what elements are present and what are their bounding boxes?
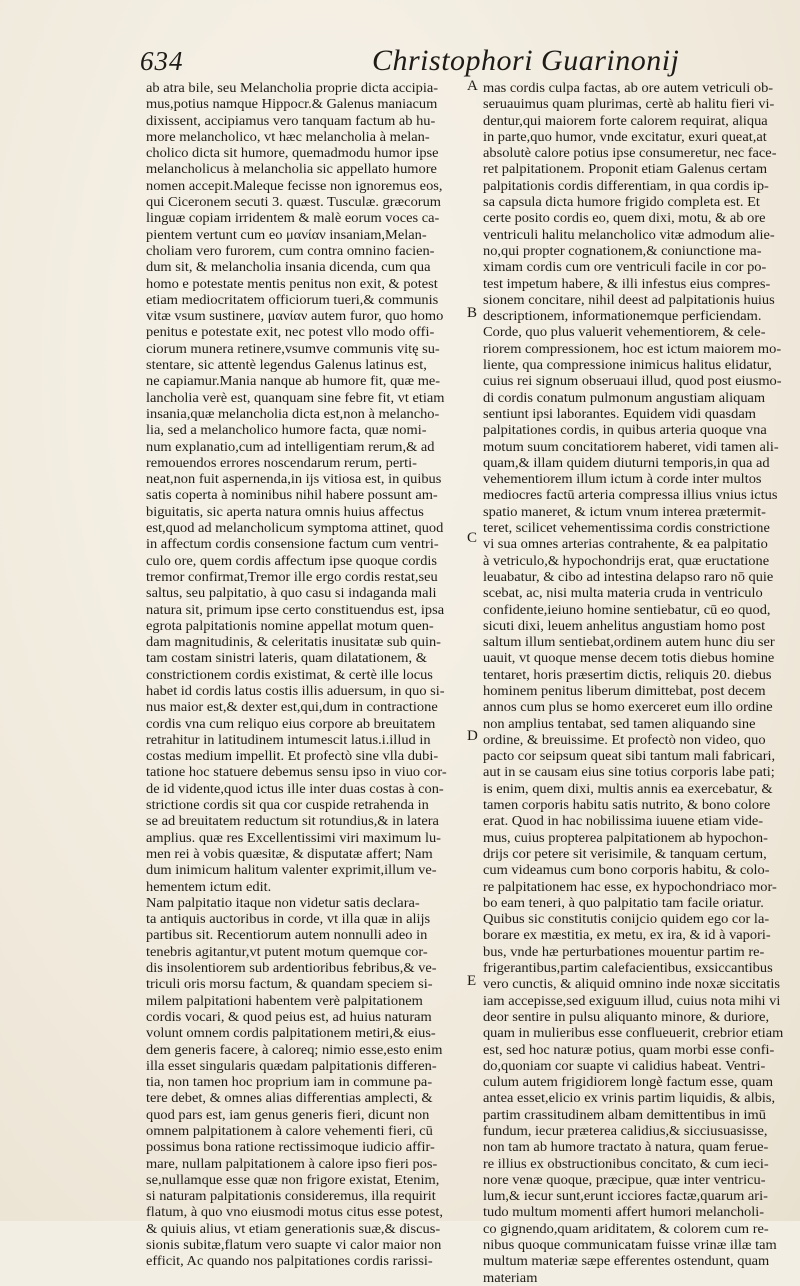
right-column-line: à vetriculo,& hypochondrijs erat, quæ eructatione [483, 552, 770, 568]
left-column-line: natura sit, primum ipse certo constituendus est, ipsa [146, 601, 445, 617]
left-column-line: egrota palpitationis nomine appellat motum quen- [146, 617, 434, 633]
right-column-line: confidente,ieiuno homine sentiebatur, cū eo quod, [483, 601, 771, 617]
right-column-line: liente, qua compressione inimicus halitus elidatur, [483, 357, 772, 373]
right-column-line: teret, scilicet vehementissima cordis constrictione [483, 520, 770, 536]
left-column-line: est,quod ad melancholicum symptoma attinet, quod [146, 520, 444, 536]
left-column-line: & quiuis alius, vt etiam generationis suæ,& discus- [146, 1220, 441, 1236]
right-column-line: est, sed hoc naturæ potius, quam morbi esse confi- [483, 1041, 775, 1057]
left-column-line: se ad breuitatem reductum sit rotundius,& in latera [146, 813, 439, 829]
margin-marker: D [467, 728, 478, 744]
left-column-line: se,nullamque esse quæ non frigore existat, Etenim, [146, 1171, 440, 1187]
left-column-line: efficit, Ac quando nos palpitationes cordis rarissi- [146, 1253, 433, 1269]
right-column-line: re illius ex obstructionibus concitato, & cum ieci- [483, 1155, 769, 1171]
right-column-line: lum,& iecur sunt,erunt icciores factæ,quarum ari- [483, 1188, 768, 1204]
left-column-line: dis insolentiorem sub ardentioribus febribus,& ve- [146, 960, 437, 976]
right-column-line: deor sentire in pulsu aliquanto minore, & duriore, [483, 1008, 770, 1024]
right-column-line: tentaret, horis præsertim dictis, reliquis 20. diebus [483, 666, 772, 682]
right-column-line: antea esset,elicio ex vrinis partim liquidis, & albis, [483, 1090, 776, 1106]
left-column-line: dum sit, & melancholia insania dicenda, cum qua [146, 259, 431, 275]
right-column-line: descriptionem, informationemque perficiendam. [483, 308, 762, 324]
left-column-line: homo e potestate mentis penitus non exit, & potest [146, 275, 438, 291]
right-column-line: ximam cordis cum ore ventriculi facile in cor po- [483, 259, 767, 275]
right-column-line: sionem concitare, nihil deest ad palpitationis huius [483, 291, 775, 307]
page-number: 634 [140, 46, 184, 76]
right-column-line: leuabatur, & cibo ad intestina delapso raro nō quie [483, 568, 774, 584]
right-column-line: test impetum habere, & illi infestus eius compres- [483, 275, 771, 291]
right-column-line: fundum, iecur præterea calidius,& sicciusuasisse, [483, 1123, 768, 1138]
left-column-line: ne capiamur.Mania nanque ab humore fit, quæ me- [146, 373, 441, 389]
left-column-line: si naturam palpitationis consideremus, illa requirit [146, 1188, 436, 1204]
left-column-line: sionis subitæ,flatum vero suapte vi calor maior non [146, 1237, 442, 1253]
right-column-line: erat. Quod in hac nobilissima iuuene etiam vide- [483, 813, 764, 829]
left-column-line: choliam vero furorem, cum contra omnino facien- [146, 242, 435, 258]
right-column-line: sicuti dixi, leuem anhelitus angustiam homo post [483, 617, 766, 633]
right-column-line: sentiunt ipsi laborantes. Equidem vidi quasdam [483, 405, 756, 421]
left-column-line: satis coperta à nominibus nihil habere possunt am- [146, 487, 438, 503]
left-column-line: dixissent, accipiamus vero tanquam factum ab hu- [146, 112, 436, 128]
right-column-line: bus, vnde hæ perturbationes mouentur partim re- [483, 943, 765, 959]
left-column-line: etiam mediocritatem officiorum tueri,& communis [146, 291, 439, 307]
left-column-line: more melancholico, vt hæc melancholia à melan- [146, 128, 430, 144]
margin-marker: B [467, 305, 478, 321]
left-column-line: lancholia verè est, quanquam sine febre fit, vt etiam [146, 389, 445, 405]
right-column-line: tamen corporis habitu satis nutrito, & bono colore [483, 797, 771, 813]
left-column-line: dam magnitudinis, & celeritatis inusitatæ sub quin- [146, 634, 441, 650]
left-column-line: tatione hoc statuere debemus sensu ipso in viuo cor- [146, 764, 447, 780]
margin-marker: E [467, 973, 477, 989]
right-column-line: re palpitationem hac esse, ex hypochondriaco mor- [483, 878, 777, 894]
right-column-line: co gignendo,quam ariditatem, & colorem cum re- [483, 1220, 769, 1236]
margin-marker: C [467, 530, 478, 546]
left-column-line: melancholicus à melancholia sic appellato humore [146, 161, 437, 177]
right-column-line: hominem penitus liberum dimittebat, post decem [483, 682, 766, 698]
left-column-line: in affectum cordis consensione factum cum ventri- [146, 536, 439, 552]
left-column-line: num explanatio,cum ad intelligentiam rerum,& ad [146, 438, 435, 454]
left-column-line: remouendos errores noscendarum rerum, perti- [146, 454, 417, 470]
left-column-line: cholico dicta sit humore, quemadmodu humor ipse [146, 145, 439, 161]
margin-marker: A [467, 78, 478, 94]
right-column-line: quam,& illam quidem diuturni temporis,in qua ad [483, 454, 770, 470]
left-column-line: dum inimicum halitum valenter exprimit,illum ve- [146, 862, 437, 878]
right-column-line: non tam ab humore tractato à natura, quam ferue- [483, 1139, 769, 1155]
right-column-line: do,quoniam cor suapte vi calidius habeat. Ventri- [483, 1057, 766, 1073]
left-column-line: possimus bona ratione rectissimoque iudicio affir- [146, 1139, 435, 1155]
right-column-line: nibus quoque communicatam fuisse vrinæ illæ tam [483, 1237, 777, 1253]
left-column-line: vitæ vsum sustinere, μανίαν autem furor, quo homo [146, 308, 444, 324]
left-column-line: tenebris agitantur,vt putent motum quemque cor- [146, 943, 428, 959]
right-column-line: vi sua omnes arterias contrahente, & ea palpitatio [483, 536, 768, 552]
left-column-line: penitus e potestate exit, nec potest vllo modo offi- [146, 324, 435, 340]
left-column-line: linguæ copiam irridentem & malè eorum voces ca- [146, 210, 440, 226]
right-column-line: aut in se causam eius sine totius corporis labe pati; [483, 764, 775, 780]
left-column-line: tia, non tamen hoc proprium iam in commune pa- [146, 1074, 433, 1090]
left-column-line: mus,potius namque Hippocr.& Galenus maniacum [146, 96, 438, 112]
left-column-line: dem generis facere, à caloreq; nimio esse,esto enim [146, 1041, 443, 1057]
right-column-line: palpitationis cordis differentiam, in qua cordis ip- [483, 177, 769, 193]
left-column-line: flatum, à quo vno eiusmodi motus citus esse potest, [146, 1204, 443, 1220]
right-column-line: non amplius tentabat, sed tamen aliquando sine [483, 715, 756, 731]
right-column-line: motum suum concitatiorem haberet, vidi tamen ali- [483, 438, 779, 454]
left-column-line: quod pars est, iam genus generis fieri, dicunt non [146, 1106, 430, 1122]
right-column-line: ret palpitationem. Proponit etiam Galenus certam [483, 161, 768, 177]
left-column-line: tere debet, & omnes alias differentias amplecti, & [146, 1090, 433, 1106]
left-column-line: tam costam sinistri lateris, quam dilatationem, & [146, 650, 427, 666]
right-column-line: cum videamus cum bono corporis habitu, & colo- [483, 862, 770, 878]
left-column-line: ta antiquis auctoribus in corde, vt illa quæ in alijs [146, 911, 431, 927]
left-column-line: constrictionem cordis existimat, & certè ille locus [146, 666, 433, 682]
left-column-line: culo ore, quem cordis affectum ipse quoque cordis [146, 552, 438, 568]
right-column-line: Quibus sic constitutis conijcio quidem ego cor la- [483, 911, 770, 927]
left-column-line: tremor confirmat,Tremor ille ergo cordis restat,seu [146, 568, 438, 584]
right-column-line: multum materiæ sæpe efferentes ostendunt, quam [483, 1253, 770, 1269]
right-column-line: uauit, vt quoque mense decem totis diebus homine [483, 650, 775, 666]
right-column-line: nore venæ quoque, præcipue, quæ inter ventricu- [483, 1171, 766, 1187]
left-column-line: neat,non fuit aspernenda,in ijs vitiosa est, in quibus [146, 471, 442, 487]
right-column-line: seruauimus quam plurimas, certè ab halitu fieri vi- [483, 96, 775, 112]
left-text-column [146, 80, 464, 1270]
right-column-line: mas cordis culpa factas, ab ore autem vetriculi ob- [483, 80, 774, 95]
right-column-line: riorem compressionem, hoc est ictum maiorem mo- [483, 340, 782, 356]
right-column-line: Corde, quo plus valuerit vehementiorem, & cele- [483, 324, 766, 340]
left-column-line: saltus, seu palpitatio, à quo casu si indaganda mali [146, 585, 437, 601]
right-column-line: spatio maneret, & ictum vnum interea prætermit- [483, 503, 766, 519]
left-column-line: qui Ciceronem secuti 3. quæst. Tusculæ. græcorum [146, 194, 441, 210]
right-column-line: annos cum plus se homo exerceret eum illo ordine [483, 699, 773, 715]
running-head: Christophori Guarinonij [372, 44, 680, 77]
right-column-line: bo eam teneri, à quo palpitatio tam facile oriatur. [483, 894, 764, 910]
right-column-line: mediocres factū arteria compressa illius vnius ictus [483, 487, 778, 503]
right-column-line: palpitationes cordis, in quibus arteria quoque vna [483, 422, 767, 438]
right-column-line: dentur,qui maiorem forte calorem requirat, aliqua [483, 112, 768, 128]
left-column-line: Nam palpitatio itaque non videtur satis declara- [146, 894, 420, 910]
right-column-line: partim crassitudinem albam demittentibus in imū [483, 1106, 766, 1122]
right-column-line: quam in mulieribus esse conflueuerit, crebrior etiam [483, 1025, 783, 1041]
left-column-line: lia, sed a melancholico humore facta, quæ nomi- [146, 422, 427, 438]
left-column-line: cordis vna cum reliquo eius corpore ab breuitatem [146, 715, 436, 731]
left-column-line: partibus sit. Recentiorum autem nonnulli adeo in [146, 927, 428, 943]
right-column-line: certe posito cordis eo, quem dixi, motu, & ab ore [483, 210, 766, 226]
left-column-line: amplius. quæ res Excellentissimi viri maximum lu- [146, 829, 441, 845]
right-column-line: no,qui propter cognationem,& coniunctione ma- [483, 242, 762, 258]
right-column-line: mus, cuius propterea palpitationem ab hypochon- [483, 829, 768, 845]
left-column-line: hementem ictum edit. [146, 878, 272, 894]
left-column-line: costas medium impellit. Et profectò sine vlla dubi- [146, 748, 439, 764]
left-column-line: triculi oris morsu factum, & quandam speciem si- [146, 976, 433, 992]
right-column-line: drijs cor petere sit verisimile, & tanquam certum, [483, 845, 767, 861]
left-column-line: de id vidente,quod ictus ille inter duas costas à con- [146, 780, 444, 796]
right-column-line: saltum illum sentiebat,ordinem autem hunc diu ser [483, 634, 775, 650]
right-column-line: sa capsula dicta humore frigido completa est. Et [483, 194, 760, 210]
right-column-line: culum autem frigidiorem longè factum esse, quam [483, 1074, 774, 1090]
left-column-line: mare, nullam palpitationem à calore ipso fieri pos- [146, 1155, 438, 1171]
left-column-line: illa esset singularis quædam palpitationis differen- [146, 1057, 437, 1073]
right-column-line: tudo multum momenti affert humori melancholi- [483, 1204, 765, 1220]
right-column-line: pacto cor seipsum queat sibi tantum mali fabricari, [483, 748, 776, 764]
left-column-line: retrahitur in latitudinem intumescit latus.i.illud in [146, 731, 431, 747]
right-column-line: borare ex mæstitia, ex metu, ex ira, & id à vapori- [483, 927, 771, 943]
right-column-line: ordine, & breuissime. Et profectò non video, quo [483, 731, 766, 747]
left-column-line: men rei à vobis quæsitæ, & disputatæ affert; Nam [146, 845, 433, 861]
right-column-line: scebat, ac, nisi multa materia cruda in ventriculo [483, 585, 763, 601]
right-column-line: frigerantibus,partim calefacientibus, exsiccantibus [483, 960, 773, 976]
right-column-line: absolutè calore potius ipse consumeretur, nec face- [483, 145, 777, 161]
left-column-line: omnem palpitationem à calore vehementi fieri, cū [146, 1123, 433, 1138]
right-column-line: is enim, quem dixi, multis annis ea exercebatur, & [483, 780, 773, 796]
right-column-line: vero cunctis, & aliquid omnino inde noxæ siccitatis [483, 976, 780, 992]
left-column-line: milem palpitationi habentem verè palpitationem [146, 992, 423, 1008]
left-column-line: nomen accepit.Maleque fecisse non ignoremus eos, [146, 177, 443, 193]
right-column-line: ventriculi halitu melancholico vitæ admodum alie- [483, 226, 775, 242]
left-column-line: nus maior est,& dexter est,qui,dum in contractione [146, 699, 438, 715]
left-column-line: ciorum munera retinere,vsumve communis vitę su- [146, 340, 440, 356]
left-column-line: pientem vertunt cum eo μανίαν insaniam,Melan- [146, 226, 427, 242]
right-column-line: materiam [483, 1269, 538, 1285]
right-column-line: iam accepisse,sed exiguum illud, cuius nota mihi vi [483, 992, 781, 1008]
right-text-column [483, 80, 783, 1286]
left-column-line: biguitatis, sic aperta natura omnis huius affectus [146, 503, 424, 519]
right-column-line: in parte,quo humor, vnde excitatur, exuri queat,at [483, 128, 767, 144]
right-column-line: vehementiorem illum ictum à corde inter multos [483, 471, 762, 487]
left-column-line: habet id cordis latus costis illis aduersum, in quo si- [146, 682, 445, 698]
left-column-line: ab atra bile, seu Melancholia proprie dicta accipia- [146, 80, 439, 95]
left-column-line: insania,quæ melancholia dicta est,non à melancho- [146, 405, 440, 421]
right-column-line: cuius rei signum obseruaui illud, quod post eiusmo- [483, 373, 782, 389]
left-column-line: strictione cordis sit qua cor cuspide retrahenda in [146, 797, 429, 813]
left-column-line: cordis vocari, & quod peius est, ad huius naturam [146, 1008, 432, 1024]
left-column-line: stentare, sic attentè legendus Galenus latinus est, [146, 357, 427, 373]
left-column-line: volunt omnem cordis palpitationem metiri,& eius- [146, 1025, 436, 1041]
right-column-line: di cordis conatum pulmonum angustiam aliquam [483, 389, 766, 405]
